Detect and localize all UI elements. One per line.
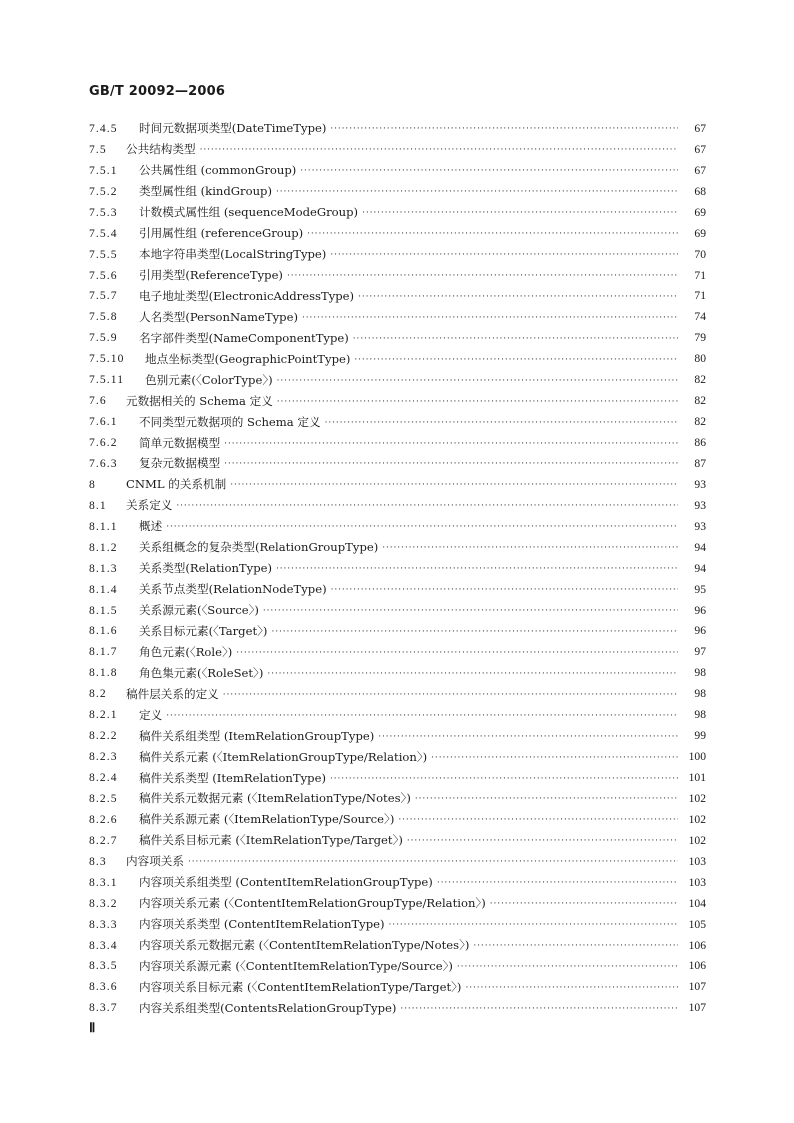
toc-leader-dots — [263, 600, 678, 620]
toc-entry[interactable] — [89, 160, 706, 181]
toc-leader-dots — [473, 935, 678, 955]
toc-leader-dots — [398, 809, 678, 829]
toc-entry[interactable] — [89, 348, 706, 369]
toc-leader-dots — [330, 118, 678, 138]
toc-entry-title: 本地字符串类型(LocalStringType) — [139, 247, 327, 262]
toc-entry-page: 93 — [694, 498, 706, 512]
toc-entry-page: 69 — [694, 226, 706, 240]
toc-entry-page: 94 — [694, 540, 706, 554]
toc-leader-dots — [300, 160, 678, 180]
toc-entry-title: 稿件关系目标元素 (〈ItemRelationType/Target〉) — [139, 833, 403, 848]
toc-entry-title: 计数模式属性组 (sequenceModeGroup) — [139, 205, 359, 220]
toc-entry-page: 105 — [688, 917, 706, 931]
toc-leader-dots — [223, 684, 678, 704]
toc-entry-title: 关系目标元素(〈Target〉) — [139, 623, 268, 638]
toc-entry-title: 复杂元数据模型 — [139, 456, 221, 471]
toc-entry[interactable] — [89, 683, 706, 704]
toc-entry-page: 70 — [694, 247, 706, 261]
toc-entry[interactable] — [89, 872, 706, 893]
toc-entry-number: 8.1.6 — [89, 624, 118, 638]
toc-entry-title: 地点坐标类型(GeographicPointType) — [145, 351, 351, 366]
toc-entry-number: 8.2.1 — [89, 708, 118, 722]
toc-entry-title: 电子地址类型(ElectronicAddressType) — [139, 288, 355, 303]
toc-entry[interactable] — [89, 516, 706, 537]
toc-leader-dots — [166, 705, 678, 725]
toc-entry[interactable] — [89, 286, 706, 307]
toc-entry-title: 色别元素(〈ColorType〉) — [145, 372, 273, 387]
toc-entry-number: 7.6.2 — [89, 436, 118, 450]
toc-entry-page: 93 — [694, 519, 706, 533]
toc-entry[interactable] — [89, 809, 706, 830]
toc-entry-number: 7.6.1 — [89, 415, 118, 429]
toc-entry-number: 8.2 — [89, 687, 107, 701]
toc-entry[interactable] — [89, 641, 706, 662]
toc-entry-title: 概述 — [139, 519, 163, 534]
toc-entry-number: 7.4.5 — [89, 121, 118, 135]
toc-entry-title: 稿件层关系的定义 — [126, 686, 219, 701]
toc-entry-page: 103 — [688, 875, 706, 889]
toc-entry[interactable] — [89, 327, 706, 348]
toc-entry-page: 80 — [694, 352, 706, 366]
toc-entry[interactable] — [89, 390, 706, 411]
toc-entry-title: 关系源元素(〈Source〉) — [139, 603, 259, 618]
toc-entry-page: 79 — [694, 331, 706, 345]
toc-entry[interactable] — [89, 976, 706, 997]
toc-entry-number: 8.3.3 — [89, 917, 118, 931]
toc-entry-page: 102 — [688, 812, 706, 826]
toc-entry-title: 内容项关系源元素 (〈ContentItemRelationType/Source〉) — [139, 958, 453, 973]
toc-entry-number: 7.5.5 — [89, 247, 118, 261]
toc-leader-dots — [277, 391, 678, 411]
toc-leader-dots — [267, 663, 678, 683]
toc-entry-page: 98 — [694, 666, 706, 680]
toc-entry-title: 不同类型元数据项的 Schema 定义 — [139, 414, 321, 429]
toc-entry-number: 8.2.7 — [89, 833, 118, 847]
toc-entry[interactable] — [89, 830, 706, 851]
toc-entry-page: 102 — [688, 833, 706, 847]
toc-entry-number: 7.5.4 — [89, 226, 118, 240]
toc-entry-title: 名字部件类型(NameComponentType) — [139, 330, 349, 345]
toc-entry[interactable] — [89, 265, 706, 286]
toc-entry-title: 关系节点类型(RelationNodeType) — [139, 582, 327, 597]
toc-entry[interactable] — [89, 851, 706, 872]
toc-entry-title: 角色集元素(〈RoleSet〉) — [139, 665, 264, 680]
toc-entry-number: 8.1.5 — [89, 603, 118, 617]
toc-entry-number: 7.5.10 — [89, 352, 125, 366]
toc-entry-title: 关系定义 — [126, 498, 173, 513]
toc-entry-page: 96 — [694, 603, 706, 617]
toc-entry-title: 内容项关系类型 (ContentItemRelationType) — [139, 917, 385, 932]
toc-entry-page: 98 — [694, 708, 706, 722]
toc-entry-page: 98 — [694, 687, 706, 701]
toc-entry-number: 8.3.2 — [89, 896, 118, 910]
toc-entry[interactable] — [89, 139, 706, 160]
toc-entry-number: 7.5.3 — [89, 205, 118, 219]
toc-entry[interactable] — [89, 704, 706, 725]
toc-entry-title: 引用类型(ReferenceType) — [139, 268, 283, 283]
toc-entry-page: 97 — [694, 645, 706, 659]
toc-entry-number: 8.2.5 — [89, 791, 118, 805]
toc-entry-title: 内容项关系目标元素 (〈ContentItemRelationType/Target〉) — [139, 979, 462, 994]
toc-leader-dots — [331, 579, 678, 599]
toc-entry[interactable] — [89, 495, 706, 516]
toc-entry-page: 101 — [688, 771, 706, 785]
toc-leader-dots — [271, 621, 678, 641]
toc-entry[interactable] — [89, 432, 706, 453]
toc-entry[interactable] — [89, 935, 706, 956]
toc-entry[interactable] — [89, 244, 706, 265]
toc-entry-title: 引用属性组 (referenceGroup) — [139, 226, 304, 241]
toc-entry-number: 8 — [89, 477, 96, 491]
toc-entry-number: 8.2.4 — [89, 771, 118, 785]
toc-entry-page: 82 — [694, 415, 706, 429]
toc-entry-page: 106 — [688, 938, 706, 952]
toc-entry-number: 8.3.6 — [89, 980, 118, 994]
toc-entry[interactable] — [89, 725, 706, 746]
toc-entry-number: 8.3 — [89, 854, 107, 868]
toc-entry-number: 7.5.1 — [89, 163, 118, 177]
toc-leader-dots — [188, 851, 678, 871]
toc-leader-dots — [362, 202, 678, 222]
toc-leader-dots — [457, 956, 678, 976]
toc-entry-page: 74 — [694, 310, 706, 324]
toc-leader-dots — [224, 433, 678, 453]
toc-entry-title: 简单元数据模型 — [139, 435, 221, 450]
toc-entry[interactable] — [89, 788, 706, 809]
toc-leader-dots — [166, 516, 678, 536]
toc-entry-title: 关系类型(RelationType) — [139, 561, 273, 576]
toc-entry-page: 100 — [688, 750, 706, 764]
toc-leader-dots — [490, 893, 678, 913]
toc-entry-page: 107 — [688, 980, 706, 994]
toc-entry-page: 67 — [694, 142, 706, 156]
toc-leader-dots — [325, 412, 678, 432]
toc-entry[interactable] — [89, 600, 706, 621]
toc-entry-number: 7.5 — [89, 142, 107, 156]
toc-entry-page: 95 — [694, 582, 706, 596]
toc-leader-dots — [302, 307, 678, 327]
toc-entry-page: 94 — [694, 561, 706, 575]
toc-entry-title: 内容项关系 — [126, 854, 184, 869]
toc-leader-dots — [437, 872, 678, 892]
toc-entry[interactable] — [89, 914, 706, 935]
toc-leader-dots — [176, 495, 678, 515]
toc-entry-title: 公共结构类型 — [126, 142, 196, 157]
toc-entry-page: 93 — [694, 477, 706, 491]
toc-leader-dots — [400, 998, 678, 1018]
toc-entry-page: 106 — [688, 959, 706, 973]
toc-entry-page: 87 — [694, 456, 706, 470]
toc-entry-title: 稿件关系元数据元素 (〈ItemRelationType/Notes〉) — [139, 791, 411, 806]
toc-entry[interactable] — [89, 893, 706, 914]
toc-entry-title: 稿件关系源元素 (〈ItemRelationType/Source〉) — [139, 812, 395, 827]
toc-entry[interactable] — [89, 411, 706, 432]
toc-entry-title: 稿件关系类型 (ItemRelationType) — [139, 770, 326, 785]
toc-entry-page: 86 — [694, 436, 706, 450]
toc-entry-number: 7.6.3 — [89, 456, 118, 470]
toc-entry-page: 99 — [694, 729, 706, 743]
toc-leader-dots — [407, 830, 678, 850]
toc-entry-number: 7.5.6 — [89, 268, 118, 282]
toc-entry-number: 8.3.7 — [89, 1001, 118, 1015]
toc-entry-page: 69 — [694, 205, 706, 219]
toc-entry[interactable] — [89, 202, 706, 223]
toc-entry-title: 内容项关系元素 (〈ContentItemRelationGroupType/Relation〉) — [139, 896, 486, 911]
toc-entry-page: 71 — [694, 289, 706, 303]
toc-leader-dots — [287, 265, 678, 285]
toc-leader-dots — [354, 349, 678, 369]
toc-entry[interactable] — [89, 956, 706, 977]
toc-entry-number: 7.5.8 — [89, 310, 118, 324]
toc-entry-number: 8.3.4 — [89, 938, 118, 952]
toc-entry[interactable] — [89, 306, 706, 327]
toc-leader-dots — [277, 370, 678, 390]
toc-entry-number: 8.1.3 — [89, 561, 118, 575]
toc-entry[interactable] — [89, 369, 706, 390]
toc-entry-title: 定义 — [139, 707, 163, 722]
toc-entry[interactable] — [89, 621, 706, 642]
document-header: GB/T 20092—2006 — [89, 84, 226, 99]
toc-entry-number: 8.1 — [89, 498, 107, 512]
toc-leader-dots — [236, 642, 678, 662]
toc-entry-page: 67 — [694, 121, 706, 135]
toc-entry-number: 8.2.6 — [89, 812, 118, 826]
toc-entry-number: 8.3.1 — [89, 875, 118, 889]
toc-entry-title: 内容项关系组类型 (ContentItemRelationGroupType) — [139, 875, 433, 890]
toc-leader-dots — [200, 139, 678, 159]
toc-entry-page: 67 — [694, 163, 706, 177]
toc-entry[interactable] — [89, 537, 706, 558]
toc-entry[interactable] — [89, 997, 706, 1018]
toc-entry-title: 角色元素(〈Role〉) — [139, 644, 233, 659]
toc-leader-dots — [353, 328, 678, 348]
toc-entry-title: 元数据相关的 Schema 定义 — [126, 393, 273, 408]
toc-entry-number: 8.1.2 — [89, 540, 118, 554]
toc-entry[interactable] — [89, 746, 706, 767]
toc-leader-dots — [378, 726, 678, 746]
toc-entry-number: 8.2.2 — [89, 729, 118, 743]
toc-entry-title: 内容关系组类型(ContentsRelationGroupType) — [139, 1000, 397, 1015]
toc-entry-page: 68 — [694, 184, 706, 198]
toc-entry-title: 公共属性组 (commonGroup) — [139, 163, 297, 178]
toc-entry[interactable] — [89, 662, 706, 683]
toc-leader-dots — [382, 537, 678, 557]
toc-entry-page: 107 — [688, 1001, 706, 1015]
toc-entry-title: CNML 的关系机制 — [126, 477, 227, 492]
toc-entry-page: 96 — [694, 624, 706, 638]
toc-entry-page: 102 — [688, 791, 706, 805]
toc-entry-number: 7.5.2 — [89, 184, 118, 198]
toc-entry[interactable] — [89, 767, 706, 788]
toc-leader-dots — [230, 474, 678, 494]
toc-entry-number: 8.2.3 — [89, 750, 118, 764]
toc-entry-page: 71 — [694, 268, 706, 282]
toc-entry[interactable] — [89, 558, 706, 579]
toc-entry[interactable] — [89, 453, 706, 474]
toc-entry[interactable] — [89, 181, 706, 202]
toc-entry-number: 7.5.7 — [89, 289, 118, 303]
toc-leader-dots — [415, 788, 678, 808]
toc-entry[interactable] — [89, 579, 706, 600]
toc-leader-dots — [389, 914, 678, 934]
toc-entry-title: 内容项关系元数据元素 (〈ContentItemRelationType/Notes〉) — [139, 938, 470, 953]
toc-entry[interactable] — [89, 223, 706, 244]
toc-entry-number: 7.6 — [89, 394, 107, 408]
toc-entry[interactable] — [89, 474, 706, 495]
toc-entry-title: 稿件关系元素 (〈ItemRelationGroupType/Relation〉) — [139, 749, 428, 764]
toc-entry[interactable] — [89, 118, 706, 139]
toc-entry-number: 7.5.9 — [89, 331, 118, 345]
toc-entry-title: 时间元数据项类型(DateTimeType) — [139, 121, 327, 136]
toc-leader-dots — [330, 768, 678, 788]
toc-leader-dots — [307, 223, 678, 243]
toc-entry-page: 82 — [694, 373, 706, 387]
toc-entry-title: 人名类型(PersonNameType) — [139, 309, 298, 324]
toc-entry-page: 82 — [694, 394, 706, 408]
toc-entry-title: 类型属性组 (kindGroup) — [139, 184, 272, 199]
toc-leader-dots — [431, 747, 678, 767]
toc-entry-number: 8.1.4 — [89, 582, 118, 596]
toc-entry-number: 8.3.5 — [89, 959, 118, 973]
toc-entry-number: 8.1.8 — [89, 666, 118, 680]
toc-entry-number: 7.5.11 — [89, 373, 125, 387]
toc-entry-page: 103 — [688, 854, 706, 868]
toc-entry-title: 关系组概念的复杂类型(RelationGroupType) — [139, 540, 379, 555]
toc-entry-page: 104 — [688, 896, 706, 910]
toc-leader-dots — [276, 558, 678, 578]
toc-entry-title: 稿件关系组类型 (ItemRelationGroupType) — [139, 728, 375, 743]
page-number: Ⅱ — [89, 1020, 96, 1035]
toc-leader-dots — [276, 181, 678, 201]
toc-leader-dots — [224, 453, 678, 473]
toc-leader-dots — [358, 286, 678, 306]
toc-leader-dots — [330, 244, 678, 264]
toc-entry-number: 8.1.1 — [89, 519, 118, 533]
table-of-contents — [89, 118, 706, 1018]
toc-entry-number: 8.1.7 — [89, 645, 118, 659]
toc-leader-dots — [465, 977, 678, 997]
